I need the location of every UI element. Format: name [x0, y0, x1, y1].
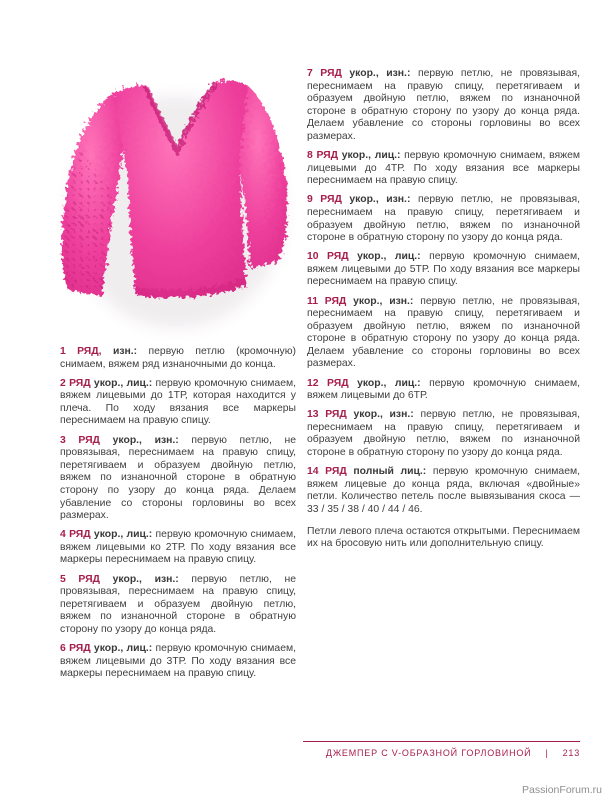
instruction-row-14: [307, 466, 580, 516]
row-kind: укор., лиц.:: [341, 150, 401, 162]
row-label: 14 РЯД: [307, 466, 347, 478]
footer-article-title: ДЖЕМПЕР С V-ОБРАЗНОЙ ГОРЛОВИНОЙ: [325, 748, 532, 758]
row-label: 6 РЯД: [60, 642, 91, 654]
row-body: первую петлю, не провязывая, переснимаем на правую спицу, перетягиваем и образуем двойную петлю, вяжем по изнаночной стороне в обратную сторону по узору до конца ряда.: [307, 409, 581, 459]
instruction-row-8: [307, 150, 580, 188]
row-body: первую петлю, не провязывая, переснимаем на правую спицу, перетягиваем и образуем двойную петлю, вяжем по изнаночной стороне в обратную сторону по узору до конца ряда. Делаем убавление со стороны горловины во всех размерах.: [307, 68, 580, 142]
instruction-row-9: [307, 194, 580, 244]
instruction-row-2: [60, 378, 296, 428]
instruction-row-6: [60, 643, 296, 681]
row-body: первую петлю, не провязывая, переснимаем на правую спицу, перетягиваем и образуем двойную петлю, вяжем по изнаночной стороне в обратную сторону по узору до конца ряда.: [60, 573, 297, 635]
instruction-row-12: [307, 378, 580, 403]
row-label: 3 РЯД: [60, 434, 100, 446]
instruction-row-10: [307, 251, 580, 289]
row-body: первую кромочную снимаем, вяжем лицевые до конца ряда, включая «двойные» петли. Количество петель после вывязывания скоса — 33 / 35 / 38 / 40 / 44 / 46.: [307, 466, 580, 515]
footer-separator: |: [545, 748, 549, 758]
instruction-row-4: [60, 529, 296, 567]
row-kind: укор., изн.:: [353, 295, 414, 307]
page-footer: [303, 741, 580, 758]
instruction-row-11: [307, 296, 580, 372]
row-body: первую петлю, не провязывая, переснимаем на правую спицу, перетягиваем и образуем двойную петлю, вяжем по изнаночной стороне в обратную сторону по узору до конца ряда. Делаем убавление со стороны горловины во всех размерах.: [60, 434, 297, 522]
instruction-row-13: [307, 409, 580, 459]
row-kind: укор., изн.:: [349, 194, 411, 206]
instruction-row-5: [60, 574, 296, 637]
row-label: 1 РЯД,: [60, 346, 102, 357]
row-body: первую петлю (кромочную) снимаем, вяжем ряд изнаночными до конца.: [60, 346, 297, 370]
row-kind: укор., лиц.:: [93, 529, 153, 541]
row-kind: укор., лиц.:: [357, 377, 421, 389]
closing-note: [307, 526, 580, 551]
row-kind: укор., лиц.:: [357, 251, 421, 263]
row-kind: укор., лиц.:: [93, 642, 153, 654]
row-label: 9 РЯД: [307, 194, 342, 206]
instruction-row-3: [60, 435, 296, 523]
row-body: первую кромочную снимаем, вяжем лицевыми ко 2ТР. По ходу вязания все маркеры переснимаем на правую спицу.: [60, 529, 296, 566]
row-label: 13 РЯД: [307, 409, 347, 421]
instruction-row-1: [60, 346, 296, 371]
row-body: первую петлю, не провязывая, переснимаем на правую спицу, перетягиваем и образуем двойную петлю, вяжем по изнаночной стороне в обратную сторону по узору до конца ряда. Делаем убавление со стороны горловины во всех размерах.: [307, 295, 581, 370]
row-body: первую петлю, не провязывая, переснимаем на правую спицу, перетягиваем и образуем двойную петлю, вяжем по изнаночной стороне в обратную сторону по узору до конца ряда.: [307, 194, 580, 244]
row-label: 5 РЯД: [60, 573, 100, 585]
row-label: 4 РЯД: [60, 529, 91, 541]
instruction-row-7: [307, 68, 580, 144]
row-label: 12 РЯД: [307, 377, 349, 389]
row-kind: укор., лиц.:: [93, 377, 153, 389]
row-kind: укор., изн.:: [112, 573, 179, 585]
row-kind: полный лиц.:: [353, 466, 427, 478]
row-body: первую кромочную снимаем, вяжем лицевыми до 6ТР.: [307, 377, 580, 402]
row-body: первую кромочную снимаем, вяжем лицевыми до 1ТР, которая находится у плеча. По ходу вязания все маркеры переснимаем на правую спицу.: [60, 377, 296, 427]
site-watermark: PassionForum.ru: [522, 784, 602, 796]
row-body: первую кромочную снимаем, вяжем лицевыми до 3ТР. По ходу вязания все маркеры переснимаем на правую спицу.: [60, 642, 296, 680]
row-body: первую кромочную снимаем, вяжем лицевыми до 5ТР. По ходу вязания все маркеры переснимаем на правую спицу.: [307, 251, 580, 288]
sweater-photo: [50, 60, 298, 342]
closing-note-text: Петли левого плеча остаются открытыми. Переснимаем их на бросовую нить или дополнительную спицу.: [307, 525, 580, 550]
row-kind: укор., изн.:: [353, 409, 414, 421]
instructions-column-right: [307, 68, 580, 551]
row-label: 8 РЯД: [307, 150, 339, 162]
row-kind: укор., изн.:: [349, 68, 411, 79]
row-kind: изн.:: [112, 346, 138, 357]
row-label: 10 РЯД: [307, 251, 349, 263]
row-body: первую кромочную снимаем, вяжем лицевыми до 4ТР. По ходу вязания все маркеры переснимаем на правую спицу.: [307, 150, 581, 187]
footer-page-number: 213: [562, 748, 580, 758]
sweater-illustration: [50, 60, 298, 342]
row-kind: укор., изн.:: [112, 434, 179, 446]
row-label: 11 РЯД: [307, 295, 347, 307]
instructions-column-left: [60, 346, 296, 681]
row-label: 7 РЯД: [307, 68, 342, 79]
row-label: 2 РЯД: [60, 377, 91, 389]
